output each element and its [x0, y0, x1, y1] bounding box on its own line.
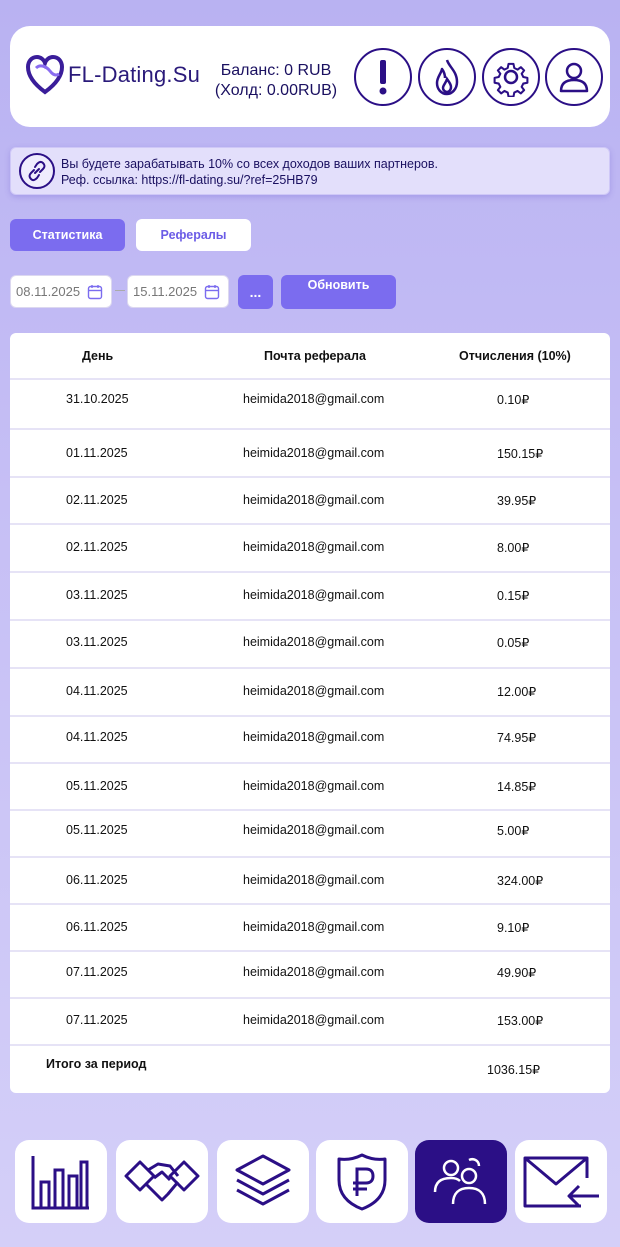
- column-header-amount: Отчисления (10%): [459, 349, 571, 363]
- column-header-day: День: [82, 349, 114, 363]
- heart-logo-icon: [26, 54, 64, 96]
- cell-email: heimida2018@gmail.com: [243, 392, 385, 406]
- cell-amount: 0.05₽: [497, 636, 530, 650]
- cell-day: 07.11.2025: [66, 1013, 128, 1027]
- tab-statistics[interactable]: Статистика: [10, 219, 125, 251]
- date-from-field[interactable]: [10, 275, 112, 308]
- link-icon: [26, 160, 48, 182]
- cell-email: heimida2018@gmail.com: [243, 823, 385, 837]
- cell-amount: 9.10₽: [497, 921, 530, 935]
- profile-button[interactable]: [545, 48, 603, 106]
- tab-referrals[interactable]: Рефералы: [136, 219, 251, 251]
- alert-button[interactable]: [354, 48, 412, 106]
- cell-day: 07.11.2025: [66, 965, 128, 979]
- nav-catalog[interactable]: [217, 1140, 309, 1223]
- cell-amount: 0.15₽: [497, 589, 530, 603]
- cell-email: heimida2018@gmail.com: [243, 588, 385, 602]
- refresh-button[interactable]: Обновить: [281, 275, 396, 309]
- total-label: Итого за период: [46, 1057, 147, 1071]
- cell-email: heimida2018@gmail.com: [243, 779, 385, 793]
- cell-email: heimida2018@gmail.com: [243, 730, 385, 744]
- header: [10, 26, 610, 127]
- nav-messages[interactable]: [515, 1140, 607, 1223]
- column-header-email: Почта реферала: [264, 349, 366, 363]
- row-divider: [10, 950, 610, 952]
- date-to-value: 15.11.2025: [133, 284, 198, 299]
- cell-day: 06.11.2025: [66, 920, 128, 934]
- row-divider: [10, 428, 610, 430]
- row-divider: [10, 476, 610, 478]
- cell-day: 02.11.2025: [66, 540, 128, 554]
- row-divider: [10, 523, 610, 525]
- cell-amount: 5.00₽: [497, 824, 530, 838]
- cell-amount: 0.10₽: [497, 393, 530, 407]
- logo-text: FL-Dating.Su: [68, 62, 201, 87]
- cell-email: heimida2018@gmail.com: [243, 873, 385, 887]
- nav-payments[interactable]: [316, 1140, 408, 1223]
- row-divider: [10, 856, 610, 858]
- row-divider: [10, 667, 610, 669]
- flame-icon: [430, 57, 464, 97]
- cell-amount: 74.95₽: [497, 731, 537, 745]
- balance-line: Баланс: 0 RUB: [220, 62, 332, 79]
- calendar-icon: [87, 284, 103, 300]
- cell-day: 31.10.2025: [66, 392, 129, 406]
- balance-info: [206, 61, 346, 101]
- cell-day: 05.11.2025: [66, 823, 128, 837]
- exclamation-icon: [368, 57, 398, 97]
- fire-button[interactable]: [418, 48, 476, 106]
- cell-email: heimida2018@gmail.com: [243, 1013, 385, 1027]
- row-divider: [10, 903, 610, 905]
- cell-email: heimida2018@gmail.com: [243, 540, 385, 554]
- cell-amount: 153.00₽: [497, 1014, 544, 1028]
- row-divider: [10, 1044, 610, 1046]
- cell-day: 06.11.2025: [66, 873, 128, 887]
- row-divider: [10, 571, 610, 573]
- nav-partnership[interactable]: [116, 1140, 208, 1223]
- row-divider: [10, 809, 610, 811]
- cell-day: 01.11.2025: [66, 446, 128, 460]
- mail-in-icon: [521, 1154, 601, 1210]
- cell-email: heimida2018@gmail.com: [243, 635, 385, 649]
- date-from-value: 08.11.2025: [16, 284, 81, 299]
- cell-email: heimida2018@gmail.com: [243, 684, 385, 698]
- cell-email: heimida2018@gmail.com: [243, 493, 385, 507]
- bar-chart-icon: [29, 1152, 93, 1212]
- row-divider: [10, 619, 610, 621]
- gear-icon: [491, 57, 531, 97]
- cell-email: heimida2018@gmail.com: [243, 920, 385, 934]
- calendar-icon: [204, 284, 220, 300]
- cell-day: 04.11.2025: [66, 730, 128, 744]
- notice-line-earnings: Вы будете зарабатывать 10% со всех доходов ваших партнеров.: [61, 157, 438, 171]
- settings-button[interactable]: [482, 48, 540, 106]
- layers-icon: [233, 1152, 293, 1212]
- hold-line: (Холд: 0.00RUB): [214, 82, 338, 99]
- row-divider: [10, 997, 610, 999]
- cell-amount: 324.00₽: [497, 874, 544, 888]
- row-divider: [10, 378, 610, 380]
- cell-amount: 14.85₽: [497, 780, 537, 794]
- cell-amount: 39.95₽: [497, 494, 537, 508]
- cell-amount: 12.00₽: [497, 685, 537, 699]
- date-to-field[interactable]: [127, 275, 229, 308]
- cell-amount: 150.15₽: [497, 447, 544, 461]
- cell-email: heimida2018@gmail.com: [243, 965, 385, 979]
- more-button[interactable]: ...: [238, 275, 273, 309]
- logo[interactable]: [26, 54, 200, 96]
- cell-day: 05.11.2025: [66, 779, 128, 793]
- link-button[interactable]: [19, 153, 55, 189]
- nav-referrals[interactable]: [415, 1140, 507, 1223]
- cell-amount: 49.90₽: [497, 966, 537, 980]
- referral-stats-table: [10, 333, 610, 1093]
- cell-day: 03.11.2025: [66, 635, 128, 649]
- cell-day: 02.11.2025: [66, 493, 128, 507]
- notice-line-ref-link[interactable]: Реф. ссылка: https://fl-dating.su/?ref=25HB79: [61, 173, 318, 187]
- user-icon: [554, 57, 594, 97]
- ruble-shield-icon: [336, 1152, 388, 1212]
- users-icon: [429, 1152, 493, 1212]
- total-value: 1036.15₽: [487, 1063, 541, 1077]
- nav-statistics[interactable]: [15, 1140, 107, 1223]
- cell-day: 03.11.2025: [66, 588, 128, 602]
- notice-text: [61, 156, 438, 188]
- cell-amount: 8.00₽: [497, 541, 530, 555]
- cell-email: heimida2018@gmail.com: [243, 446, 385, 460]
- referral-notice: [10, 147, 610, 195]
- row-divider: [10, 762, 610, 764]
- cell-day: 04.11.2025: [66, 684, 128, 698]
- date-range-separator: [115, 290, 125, 291]
- row-divider: [10, 715, 610, 717]
- handshake-icon: [124, 1154, 200, 1210]
